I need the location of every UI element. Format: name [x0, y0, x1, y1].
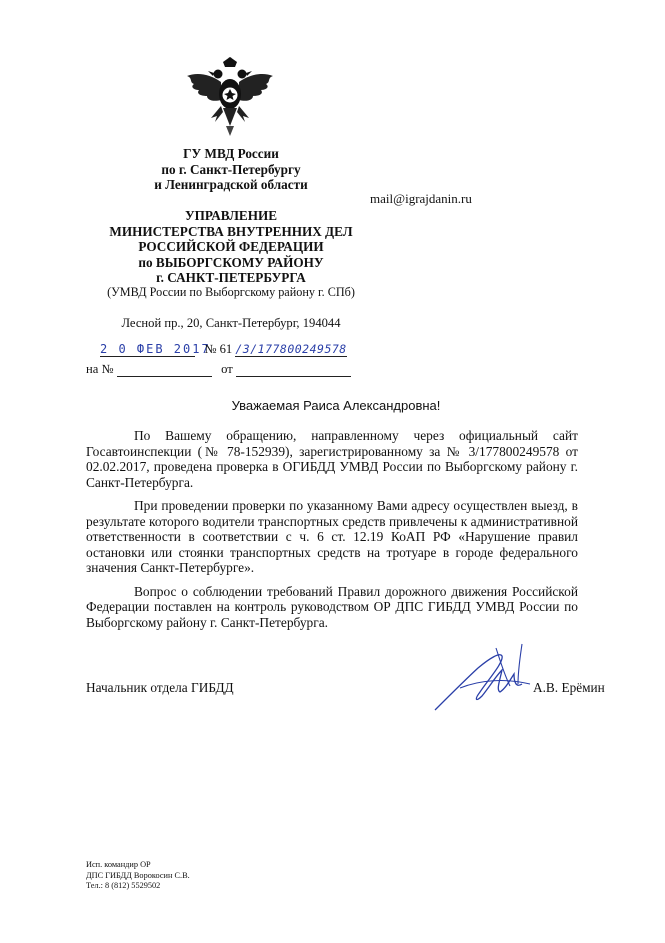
outgoing-registration: [100, 342, 347, 357]
double-headed-eagle-emblem-icon: [185, 56, 275, 142]
incoming-registration: [86, 362, 351, 377]
agency-line: ГУ МВД России: [183, 146, 279, 161]
signatory-title: Начальник отдела ГИБДД: [86, 680, 234, 695]
department-line: УПРАВЛЕНИЕ: [184, 208, 278, 223]
executor-line: Исп. командир ОР: [86, 860, 151, 869]
letter-body: [86, 428, 578, 638]
date-stamp: 2 0 ФЕВ 2017: [100, 342, 211, 356]
agency-line: по г. Санкт-Петербургу: [161, 161, 301, 177]
department-line: по ВЫБОРГСКОМУ РАЙОНУ: [138, 254, 324, 270]
handwritten-signature-icon: [430, 640, 550, 715]
recipient-email: mail@igrajdanin.ru: [370, 191, 472, 206]
agency-address: Лесной пр., 20, Санкт-Петербург, 194044: [121, 316, 341, 330]
signatory-name: А.В. Ерёмин: [533, 680, 605, 695]
greeting: Уважаемая Раиса Александровна!: [231, 398, 441, 413]
outgoing-number-label: № 61: [204, 342, 233, 356]
incoming-date-label: от: [221, 362, 233, 376]
executor-line: ДПС ГИБДД Ворокосин С.В.: [86, 870, 190, 880]
department-block: [86, 208, 376, 286]
body-paragraph: При проведении проверки по указанному Вами адресу осуществлен выезд, в результате которого водители транспортных средств привлечены к административной ответственности в соответствии с ч. 6 ст. 12.19 КоАП РФ «Нарушение правил остановки или стоянки транспортных средств на тротуаре в городе федерального значения Санкт-Петербурге».: [86, 498, 578, 575]
executor-phone: Тел.: 8 (812) 5529502: [86, 881, 161, 890]
incoming-number-blank: [117, 364, 212, 377]
executor-info: [86, 860, 190, 892]
incoming-number-label: на №: [86, 362, 114, 376]
department-line: МИНИСТЕРСТВА ВНУТРЕННИХ ДЕЛ: [109, 223, 353, 239]
outgoing-number: /3/177800249578: [235, 342, 347, 356]
department-abbreviation: (УМВД России по Выборгскому району г. СПб): [107, 285, 355, 299]
department-line: РОССИЙСКОЙ ФЕДЕРАЦИИ: [138, 239, 324, 254]
incoming-date-blank: [236, 364, 351, 377]
agency-line: и Ленинградской области: [154, 177, 308, 192]
body-paragraph: По Вашему обращению, направленному через официальный сайт Госавтоинспекции (№ 78-152939), зарегистрированному за № 3/177800249578 от 02.02.2017, проведена проверка в ОГИБДД УМВД России по Выборгскому району г. Санкт-Петербурга.: [86, 428, 578, 490]
department-line: г. САНКТ-ПЕТЕРБУРГА: [156, 270, 306, 285]
body-paragraph: Вопрос о соблюдении требований Правил дорожного движения Российской Федерации поставлен на контроль руководством ОР ДПС ГИБДД УМВД России по Выборгскому району г. Санкт-Петербурга.: [86, 583, 578, 630]
agency-block: [86, 146, 376, 193]
